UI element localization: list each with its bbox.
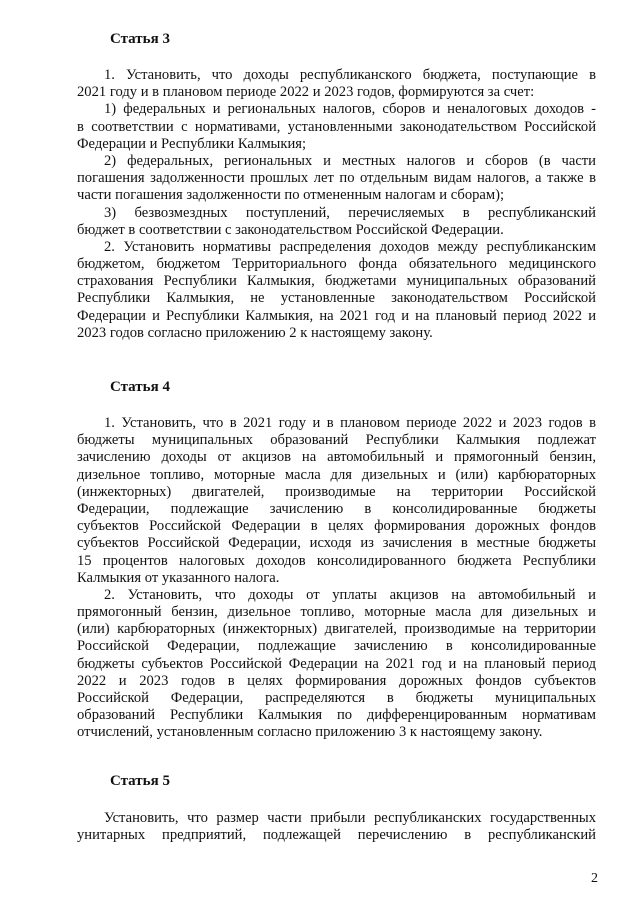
text-line: Республики Калмыкия, не установленные законодательством Российской xyxy=(77,290,596,307)
text-line: части погашения задолженности по отмененным налогам и сборам); xyxy=(77,187,505,204)
text-line: бюджеты субъектов Российской Федерации на 2021 год и на плановый период xyxy=(77,655,596,672)
text-line: погашения задолженности прошлых лет по отдельным видам налогов, а также в xyxy=(77,170,596,187)
text-line: страхования Республики Калмыкия, бюджетами муниципальных образований xyxy=(77,273,596,290)
text-line: унитарных предприятий, подлежащей перечислению в республиканский xyxy=(77,827,596,844)
text-line: 2021 году и в плановом периоде 2022 и 2023 годов, формируются за счет: xyxy=(77,84,535,101)
text-line: отчислений, установленным согласно приложению 3 к настоящему закону. xyxy=(77,724,543,741)
text-line: бюджетом, бюджетом Территориального фонда обязательного медицинского xyxy=(77,256,596,273)
text-line: Установить, что размер части прибыли республиканских государственных xyxy=(104,810,596,826)
text-line: 2. Установить нормативы распределения доходов между республиканским xyxy=(104,238,596,255)
article-5-heading: Статья 5 xyxy=(110,773,170,789)
article-3-heading: Статья 3 xyxy=(110,31,170,47)
text-line: бюджет в соответствии с законодательством Российской Федерации. xyxy=(77,221,504,238)
text-line: дизельное топливо, моторные масла для дизельных и (или) карбюраторных xyxy=(77,466,596,483)
text-line: 2. Установить, что доходы от уплаты акцизов на автомобильный и xyxy=(104,586,596,603)
text-line: образований Республики Калмыкия по дифференцированным нормативам xyxy=(77,707,596,724)
text-line: субъектов Российской Федерации в целях формирования дорожных фондов xyxy=(77,518,596,535)
text-line: субъектов Российской Федерации, исходя из зачисления в местные бюджеты xyxy=(77,535,596,552)
text-line: Калмыкия от указанного налога. xyxy=(77,569,280,586)
text-line: (или) карбюраторных (инжекторных) двигателей, производимые на территории xyxy=(77,621,596,638)
text-line: прямогонный бензин, дизельное топливо, моторные масла для дизельных и xyxy=(77,604,596,621)
article-4-body xyxy=(77,415,596,742)
article-4-heading: Статья 4 xyxy=(110,379,170,395)
text-line: 3) безвозмездных поступлений, перечисляемых в республиканский xyxy=(104,204,596,221)
article-3-body xyxy=(77,67,596,342)
article-5-body xyxy=(77,810,596,844)
text-line: 1) федеральных и региональных налогов, сборов и неналоговых доходов - xyxy=(104,101,596,118)
text-line: зачислению доходы от акцизов на автомобильный и прямогонный бензин, xyxy=(77,449,596,466)
text-line: 1. Установить, что в 2021 году и в плановом периоде 2022 и 2023 годов в xyxy=(104,415,596,431)
text-line: 2022 и 2023 годов в целях формирования дорожных фондов субъектов xyxy=(77,672,596,689)
text-line: (инжекторных) двигателей, производимые на территории Российской xyxy=(77,483,596,500)
text-line: Российской Федерации, подлежащие зачислению в консолидированные xyxy=(77,638,596,655)
text-line: 2) федеральных, региональных и местных налогов и сборов (в части xyxy=(104,152,596,169)
text-line: Федерации и Республики Калмыкия, на 2021 год и на плановый период 2022 и xyxy=(77,307,596,324)
text-line: в соответствии с нормативами, установленными законодательством Российской xyxy=(77,118,596,135)
text-line: бюджеты муниципальных образований Республики Калмыкия подлежат xyxy=(77,432,596,449)
text-line: Федерации и Республики Калмыкия; xyxy=(77,135,307,152)
text-line: 1. Установить, что доходы республиканского бюджета, поступающие в xyxy=(104,67,596,83)
text-line: Федерации, подлежащие зачислению в консолидированные бюджеты xyxy=(77,500,596,517)
text-line: 15 процентов налоговых доходов консолидированного бюджета Республики xyxy=(77,552,596,569)
text-line: 2023 годов согласно приложению 2 к настоящему закону. xyxy=(77,324,433,341)
text-line: Российской Федерации, распределяются в бюджеты муниципальных xyxy=(77,690,596,706)
page-number: 2 xyxy=(591,871,598,886)
